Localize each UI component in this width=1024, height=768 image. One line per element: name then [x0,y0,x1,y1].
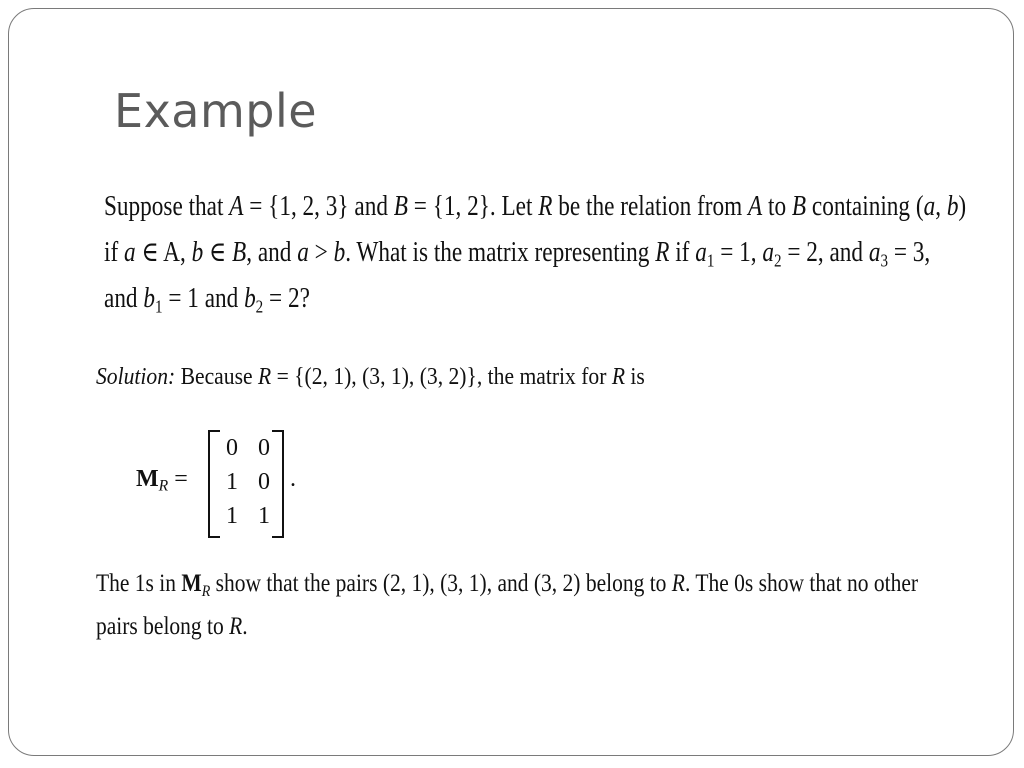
math-var: b [946,191,959,222]
text: = 1 and [162,283,245,314]
matrix-subscript: R [158,477,169,495]
text: , [935,191,947,222]
text: ∈ [203,237,233,268]
text: Suppose that [104,191,230,222]
conclusion-line-2 [96,609,918,645]
subscript: R [201,581,211,600]
solution-text [96,364,645,391]
text: be the relation from [552,191,749,222]
matrix-symbol: M [136,466,159,492]
equals-sign: = [168,466,188,492]
text: , and [246,237,298,268]
matrix-period: . [290,466,296,492]
matrix-symbol: M [181,570,202,597]
matrix-cell: 0 [258,435,270,461]
text: . [242,612,248,640]
matrix-cell: 0 [258,469,270,495]
math-var: a [695,237,707,268]
text: = 2, and [781,237,869,268]
text: if [669,237,696,268]
text: to [762,191,792,222]
subscript: 1 [706,250,715,271]
text: pairs belong to [96,612,230,640]
problem-line-3 [104,276,851,322]
text: The 1s in [96,570,182,597]
math-var: a [762,237,774,268]
text: ) [958,191,967,222]
right-bracket [272,430,284,538]
math-var: B [791,191,807,222]
text: ∈ A, [135,237,192,268]
subscript: 2 [255,296,264,317]
math-var: b [143,283,155,314]
subscript: 1 [154,296,163,317]
slide-title: Example [114,84,318,138]
math-var: a [868,237,881,268]
math-var: R [538,191,553,222]
math-var: R [611,364,626,390]
text: is [625,364,645,390]
math-var: B [232,237,247,268]
text: containing ( [806,191,924,222]
left-bracket [208,430,220,538]
text: . The 0s show that no other [684,570,919,597]
math-var: b [333,237,346,268]
problem-line-1 [104,184,967,230]
math-var: A [229,191,244,222]
matrix-cell: 1 [226,469,238,495]
problem-line-2 [104,230,931,276]
math-var: B [393,191,408,222]
text: = {1, 2, 3} and [243,191,394,222]
math-var: b [191,237,204,268]
conclusion-text [96,566,918,645]
text: if [104,237,125,268]
text: Because [175,364,258,390]
matrix-cell: 1 [226,503,238,529]
math-var: R [671,570,685,597]
text: = 3, [888,237,931,268]
problem-statement [104,184,967,322]
subscript: 2 [773,250,782,271]
math-var: A [748,191,763,222]
math-var: a [923,191,936,222]
text: = {1, 2}. Let [407,191,539,222]
math-var: R [257,364,272,390]
text: and [104,283,144,314]
text: > [308,237,334,268]
matrix-cell: 0 [226,435,238,461]
matrix-cell: 1 [258,503,270,529]
conclusion-line-1 [96,566,918,609]
text: = {(2, 1), (3, 1), (3, 2)}, the matrix for [271,364,612,390]
solution-label: Solution: [96,364,176,390]
text: . What is the matrix representing [345,237,656,268]
math-var: R [229,612,243,640]
math-var: R [655,237,670,268]
subscript: 3 [880,250,889,271]
matrix-label [136,466,188,496]
text: = 1, [714,237,763,268]
math-var: a [297,237,309,268]
text: = 2? [263,283,310,314]
math-var: a [124,237,136,268]
text: show that the pairs (2, 1), (3, 1), and (3, 2) belong to [210,570,672,597]
math-var: b [244,283,256,314]
